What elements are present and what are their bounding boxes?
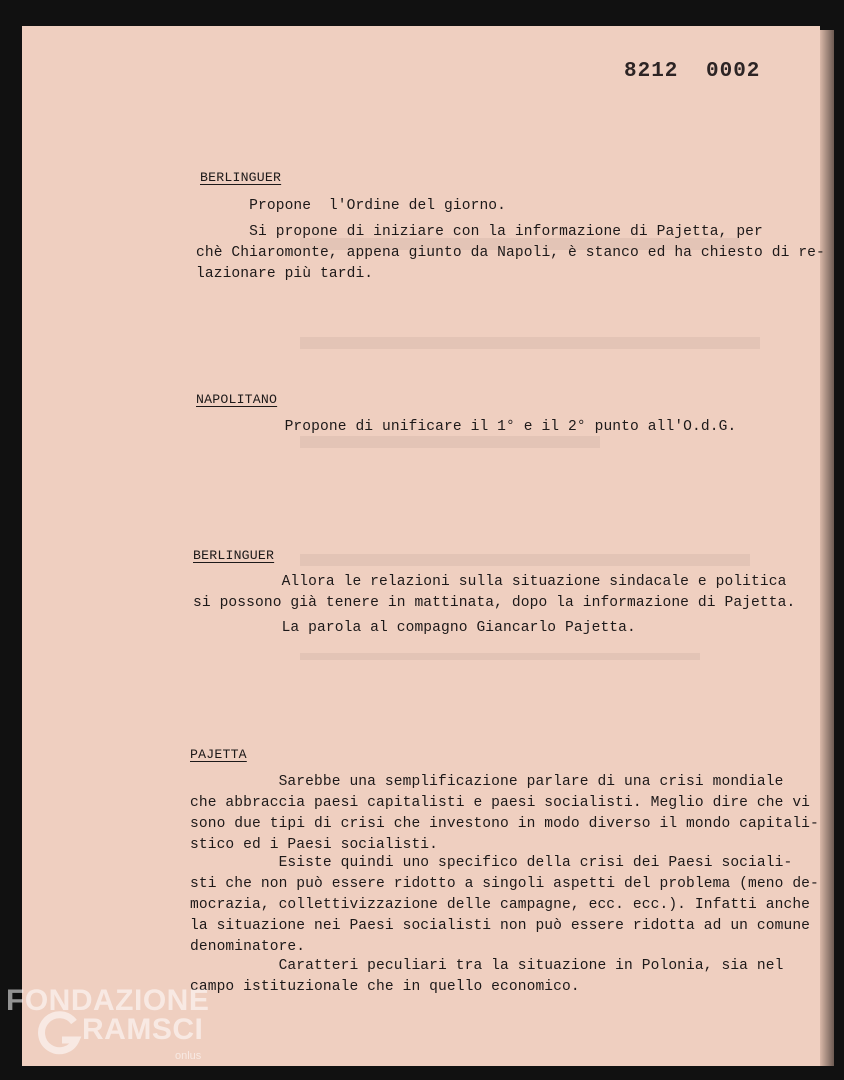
doc-number-left: 8212 <box>624 60 679 83</box>
doc-number-right: 0002 <box>706 60 761 83</box>
paragraph: Si propone di iniziare con la informazione di Pajetta, per chè Chiaromonte, appena giunto da Napoli, è stanco ed ha chiesto di re- lazionare più tardi. <box>196 224 825 282</box>
page-edge <box>820 30 834 1066</box>
paragraph: Caratteri peculiari tra la situazione in Polonia, sia nel campo istituzionale che in quello economico. <box>190 958 784 995</box>
paragraph: Allora le relazioni sulla situazione sindacale e politica si possono già tenere in mattinata, dopo la informazione di Pajetta. <box>193 574 796 611</box>
watermark-title: FONDAZIONE <box>6 984 210 1017</box>
speaker-heading: PAJETTA <box>190 747 247 762</box>
speaker-heading: BERLINGUER <box>200 170 282 185</box>
speaker-heading: NAPOLITANO <box>196 392 278 407</box>
paragraph: La parola al compagno Giancarlo Pajetta. <box>193 620 636 636</box>
speaker-heading: BERLINGUER <box>193 548 275 563</box>
paragraph: Propone l'Ordine del giorno. <box>196 198 507 214</box>
watermark-subtitle: RAMSCI <box>82 1013 204 1046</box>
paragraph: Propone di unificare il 1° e il 2° punto all'O.d.G. <box>196 419 737 435</box>
paragraph: Esiste quindi uno specifico della crisi dei Paesi sociali- sti che non può essere ridotto a singoli aspetti del problema (meno de- mocrazia, collettivizzazione delle campagne, ecc. ecc.). Infatti anche la situazione nei Paesi socialisti non può essere ridotta ad un comune denominatore. <box>190 855 819 955</box>
watermark-onlus: onlus <box>175 1050 202 1062</box>
paragraph: Sarebbe una semplificazione parlare di una crisi mondiale che abbraccia paesi capitalisti e paesi socialisti. Meglio dire che vi sono due tipi di crisi che investono in modo diverso il mondo capitali- stico ed i Paesi socialisti. <box>190 774 819 853</box>
gramsci-g-logo-icon <box>36 1010 82 1056</box>
